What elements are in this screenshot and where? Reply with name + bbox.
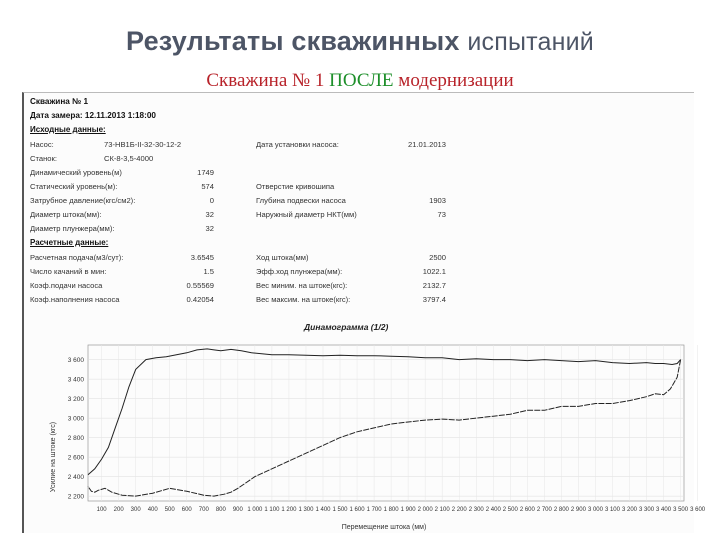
x-tick-label: 3 600: [690, 507, 706, 513]
x-tick-label: 1 600: [349, 507, 365, 513]
chart-grid: [88, 345, 698, 501]
chart-series: [88, 349, 681, 496]
input-label: Дата установки насоса:: [256, 140, 339, 149]
x-tick-label: 2 900: [570, 507, 586, 513]
input-label: Статический уровень(м):: [30, 182, 118, 191]
calc-label: Вес максим. на штоке(кгс):: [256, 295, 351, 304]
x-tick-label: 3 500: [673, 507, 689, 513]
page-title-main: Результаты скважинных: [126, 26, 460, 56]
x-axis-label: Перемещение штока (мм): [341, 524, 427, 531]
section-input-header: Исходные данные:: [30, 125, 106, 134]
subtitle-modernization: модернизации: [398, 70, 514, 91]
calc-label: Число качаний в мин:: [30, 267, 107, 276]
input-label: Глубина подвески насоса: [256, 196, 346, 205]
x-tick-label: 800: [215, 507, 226, 513]
report-date: Дата замера: 12.11.2013 1:18:00: [30, 111, 156, 120]
input-label: Наружный диаметр НКТ(мм): [256, 210, 357, 219]
x-tick-label: 1 400: [315, 507, 331, 513]
x-tick-label: 1 200: [281, 507, 297, 513]
input-label: Динамический уровень(м): [30, 168, 122, 177]
calc-label: Коэф.наполнения насоса: [30, 295, 120, 304]
calc-value: 2132.7: [422, 281, 446, 290]
page-title-tail: испытаний: [467, 28, 594, 56]
calc-value: 1022.1: [422, 267, 446, 276]
input-label: Насос:: [30, 140, 54, 149]
subtitle-well: Скважина № 1: [206, 70, 325, 91]
calc-value: 2500: [429, 253, 446, 262]
input-value: 73-НВ1Б-II-32-30-12-2: [104, 140, 182, 149]
x-tick-label: 300: [130, 507, 141, 513]
y-tick-label: 2 800: [67, 435, 84, 443]
dynamogram-chart: [24, 327, 706, 533]
input-label: Станок:: [30, 154, 57, 163]
input-value: 21.01.2013: [407, 140, 446, 149]
input-label: Отверстие кривошипа: [256, 182, 335, 191]
input-label: Диаметр штока(мм):: [30, 210, 102, 219]
y-tick-label: 2 200: [67, 493, 84, 501]
x-tick-label: 3 300: [639, 507, 655, 513]
y-axis-label: Усилие на штоке (кгс): [50, 421, 57, 493]
plot-frame: [88, 345, 684, 501]
calc-label: Расчетная подача(м3/сут):: [30, 253, 124, 262]
calc-label: Ход штока(мм): [256, 253, 309, 262]
x-tick-label: 1 100: [264, 507, 280, 513]
report-sheet: [22, 92, 706, 533]
x-tick-label: 3 100: [604, 507, 620, 513]
x-tick-label: 3 400: [656, 507, 672, 513]
y-tick-label: 3 400: [67, 376, 84, 384]
x-tick-label: 600: [181, 507, 192, 513]
input-value: 1749: [197, 168, 214, 177]
x-tick-label: 1 000: [247, 507, 263, 513]
x-axis-ticks: [97, 507, 706, 513]
y-axis-ticks: [68, 357, 85, 501]
y-tick-label: 3 600: [67, 357, 84, 365]
x-tick-label: 2 500: [502, 507, 518, 513]
section-calc-header: Расчетные данные:: [30, 238, 109, 247]
input-value: 32: [205, 210, 214, 219]
x-tick-label: 700: [198, 507, 209, 513]
y-tick-label: 2 400: [67, 474, 84, 482]
x-tick-label: 3 200: [622, 507, 638, 513]
input-value: 574: [201, 182, 214, 191]
subtitle-after: ПОСЛЕ: [329, 70, 394, 91]
series-line-downstroke: [88, 360, 681, 497]
x-tick-label: 1 800: [383, 507, 399, 513]
calc-label: Эфф.ход плунжера(мм):: [256, 267, 343, 276]
page-subtitle: [0, 70, 720, 92]
input-value: 73: [437, 210, 446, 219]
input-value: СК-8-3,5-4000: [104, 154, 154, 163]
x-tick-label: 1 300: [298, 507, 314, 513]
x-tick-label: 2 600: [519, 507, 535, 513]
input-label: Затрубное давление(кгс/см2):: [30, 196, 136, 205]
input-value: 0: [209, 196, 214, 205]
x-tick-label: 3 000: [587, 507, 603, 513]
x-tick-label: 2 800: [553, 507, 569, 513]
series-line-upstroke: [88, 349, 681, 475]
calc-value: 1.5: [203, 267, 214, 276]
x-tick-label: 2 000: [417, 507, 433, 513]
calc-value: 3.6545: [190, 253, 214, 262]
x-tick-label: 1 900: [400, 507, 416, 513]
input-value: 32: [205, 224, 214, 233]
calc-value: 0.42054: [186, 295, 214, 304]
calc-label: Вес миним. на штоке(кгс):: [256, 281, 348, 290]
x-tick-label: 2 700: [536, 507, 552, 513]
y-tick-label: 3 200: [67, 396, 84, 404]
calc-value: 3797.4: [422, 295, 446, 304]
y-tick-label: 2 600: [67, 454, 84, 462]
input-value: 1903: [429, 196, 446, 205]
x-tick-label: 2 200: [451, 507, 467, 513]
x-tick-label: 1 500: [332, 507, 348, 513]
x-tick-label: 100: [96, 507, 107, 513]
x-tick-label: 400: [147, 507, 158, 513]
y-tick-label: 3 000: [67, 415, 84, 423]
x-tick-label: 1 700: [366, 507, 382, 513]
report-well: Скважина № 1: [30, 97, 89, 106]
x-tick-label: 2 400: [485, 507, 501, 513]
x-tick-label: 2 100: [434, 507, 450, 513]
x-tick-label: 900: [232, 507, 243, 513]
calc-value: 0.55569: [186, 281, 214, 290]
x-tick-label: 500: [164, 507, 175, 513]
x-tick-label: 200: [113, 507, 124, 513]
input-label: Диаметр плунжера(мм):: [30, 224, 115, 233]
chart-title: Динамограмма (1/2): [304, 322, 389, 332]
calc-label: Коэф.подачи насоса: [30, 281, 103, 290]
page-title: [0, 26, 720, 57]
x-tick-label: 2 300: [468, 507, 484, 513]
